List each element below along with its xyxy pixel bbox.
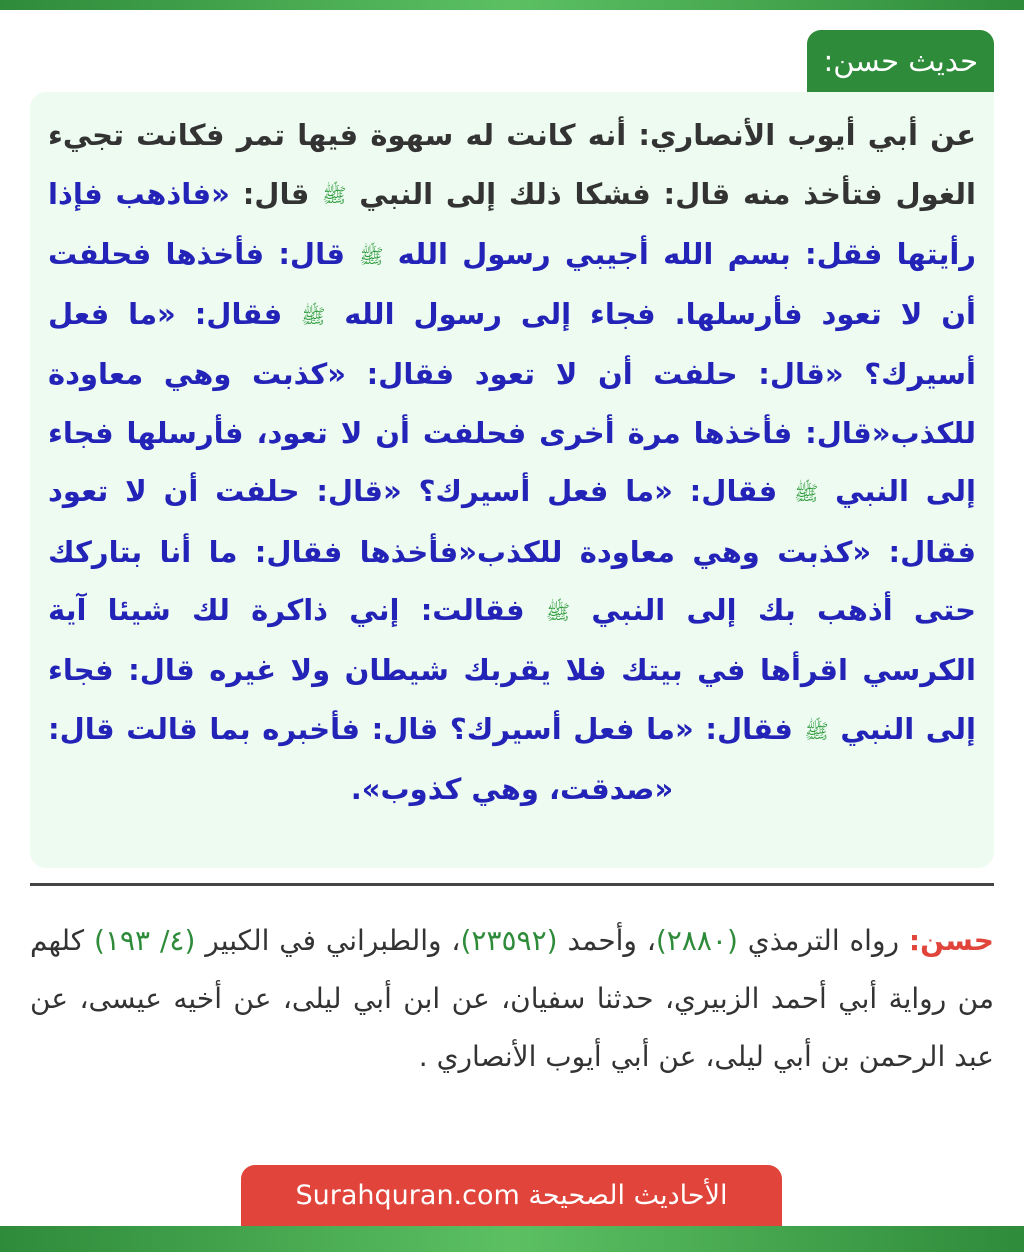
bottom-decorative-bar xyxy=(0,1226,1024,1252)
takhrij-grade-label: حسن: xyxy=(908,924,994,957)
takhrij-ref-2: (٢٣٥٩٢) xyxy=(460,924,558,957)
takhrij-text-1: رواه الترمذي xyxy=(747,924,899,957)
salawat-icon: ﷺ xyxy=(322,183,347,208)
takhrij-text-4: كلهم من رواية أبي أحمد الزبيري، حدثنا سفيان، عن ابن أبي ليلى، عن أخيه عيسى، عن عبد الرحمن بن أبي ليلى، عن أبي أيوب الأنصاري . xyxy=(30,924,994,1073)
hadith-text-box xyxy=(30,92,994,868)
hadith-said: قال: xyxy=(242,176,310,211)
hadith-quote-3: فقال: «ما فعل أسيرك؟ «قال: حلفت أن لا تعود فقال: «كذبت وهي معاودة للكذب«قال: فأخذها مرة أخرى فحلفت أن لا تعود، فأرسلها فجاء إلى النبي xyxy=(48,297,976,509)
salawat-icon: ﷺ xyxy=(794,481,819,505)
takhrij-ref-3: (٤/ ١٩٣) xyxy=(94,924,196,957)
salawat-icon: ﷺ xyxy=(301,303,326,328)
top-decorative-bar xyxy=(0,0,1024,10)
salawat-icon: ﷺ xyxy=(359,243,384,268)
takhrij-text-2: ، وأحمد xyxy=(567,924,656,957)
salawat-icon: ﷺ xyxy=(545,599,571,624)
takhrij-text-3: ، والطبراني في الكبير xyxy=(205,924,461,957)
section-divider xyxy=(30,883,994,886)
salawat-icon: ﷺ xyxy=(804,718,829,743)
grade-header-badge: حديث حسن: xyxy=(807,30,994,92)
takhrij-text xyxy=(30,912,994,1086)
hadith-quote-6: فقال: «ما فعل أسيرك؟ قال: فأخبره بما قالت قال: «صدقت، وهي كذوب». xyxy=(48,711,793,806)
hadith-quote-4: فقال: «ما فعل أسيرك؟ «قال: حلفت أن لا تعود فقال: «كذبت وهي معاودة للكذب«فأخذها فقال: ما أنا بتاركك حتى أذهب بك إلى النبي xyxy=(48,474,976,627)
hadith-quote-5: فقالت: إني ذاكرة لك شيئا آية الكرسي اقرأها في بيتك فلا يقربك شيطان ولا غيره قال: فجاء إلى النبي xyxy=(48,593,976,746)
source-link-badge[interactable]: الأحاديث الصحيحة Surahquran.com xyxy=(241,1165,782,1226)
hadith-intro: عن أبي أيوب الأنصاري: أنه كانت له سهوة فيها تمر فكانت تجيء الغول فتأخذ منه قال: فشكا ذلك إلى النبي xyxy=(48,118,976,211)
takhrij-ref-1: (٢٨٨٠) xyxy=(655,924,738,957)
hadith-quote-1: «فاذهب فإذا رأيتها فقل: بسم الله أجيبي رسول الله xyxy=(48,176,976,271)
hadith-quote-2: قال: فأخذها فحلفت أن لا تعود فأرسلها. فجاء إلى رسول الله xyxy=(48,236,976,331)
